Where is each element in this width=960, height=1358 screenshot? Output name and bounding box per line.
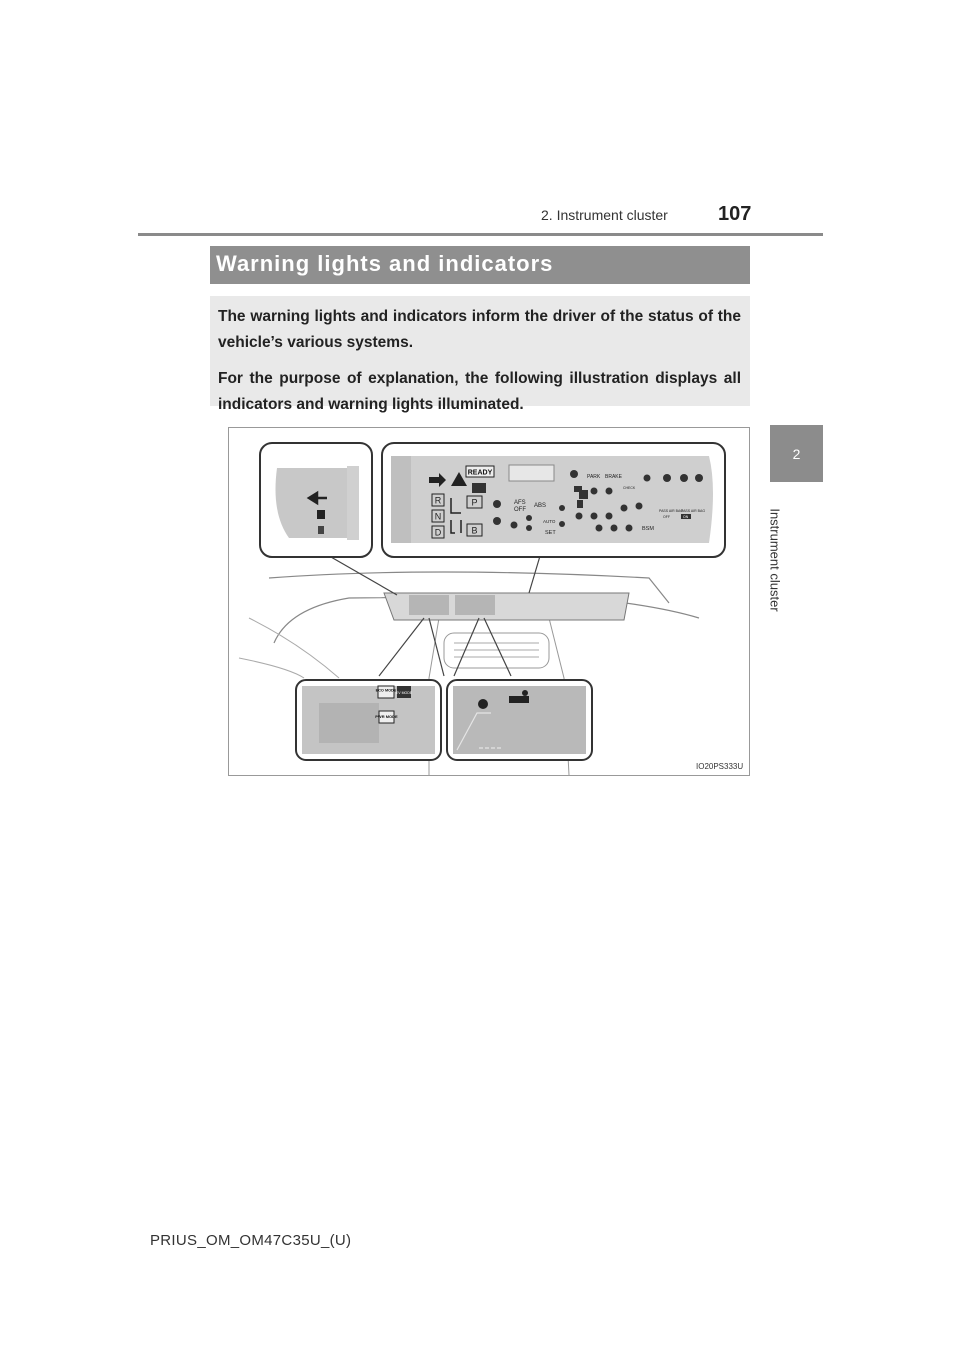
- section-title: Warning lights and indicators: [216, 251, 554, 276]
- page-number: 107: [718, 203, 752, 225]
- header-section-title: 2. Instrument cluster: [541, 207, 668, 223]
- pass-airbag-on-state: ON: [683, 515, 689, 519]
- header-rule: [138, 233, 823, 236]
- gear-p-indicator: P: [471, 497, 478, 508]
- pass-airbag-off-state: OFF: [663, 515, 670, 519]
- abs-indicator: ABS: [534, 503, 547, 509]
- pass-airbag-on-label: PASS AIR BAG: [681, 509, 706, 513]
- afs-indicator: AFS: [514, 500, 526, 506]
- chapter-tab: [770, 425, 823, 482]
- set-indicator: SET: [545, 530, 556, 536]
- eco-mode-indicator: ECO MODE: [375, 688, 397, 693]
- brake-indicator: BRAKE: [605, 474, 622, 480]
- ready-indicator: READY: [467, 469, 493, 477]
- pwr-mode-indicator: PWR MODE: [375, 714, 398, 719]
- intro-paragraph-2: For the purpose of explanation, the following illustration displays all indicators and warning lights illuminated.: [218, 370, 741, 413]
- gear-n-indicator: N: [434, 511, 442, 522]
- park-indicator: PARK: [587, 474, 601, 480]
- chapter-side-label: [765, 490, 785, 630]
- section-title-bar: [210, 246, 750, 284]
- gear-b-indicator: B: [471, 525, 478, 536]
- chapter-label: Instrument cluster: [767, 508, 783, 612]
- intro-box: [210, 296, 750, 413]
- gear-r-indicator: R: [434, 495, 442, 506]
- instrument-cluster-figure: [228, 427, 750, 776]
- instrument-cluster-illustration: [229, 428, 749, 775]
- pass-airbag-off-label: PASS AIR BAG: [659, 509, 684, 513]
- figure-caption: IO20PS333U: [696, 762, 744, 771]
- ev-mode-indicator: EV MODE: [395, 691, 413, 695]
- check-indicator: CHECK: [623, 486, 636, 490]
- bsm-indicator: BSM: [642, 526, 654, 532]
- intro-paragraph-1: The warning lights and indicators inform the driver of the status of the vehicle’s various systems.: [218, 308, 741, 351]
- gear-d-indicator: D: [434, 527, 442, 538]
- afs-off-indicator: OFF: [514, 507, 526, 513]
- auto-indicator: AUTO: [543, 519, 556, 524]
- footer-document-code: PRIUS_OM_OM47C35U_(U): [150, 1232, 352, 1249]
- chapter-number: 2: [792, 445, 801, 462]
